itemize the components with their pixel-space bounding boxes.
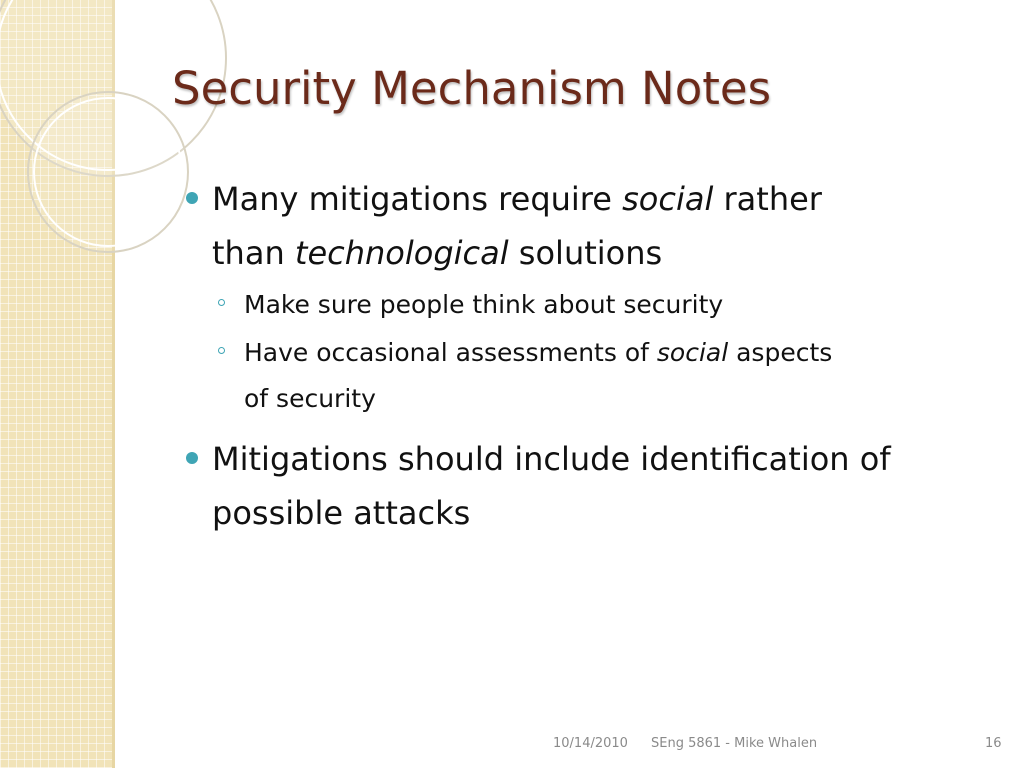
sub-bullet-ring-icon: [218, 299, 225, 306]
sub-bullet-1-2: [186, 330, 1006, 422]
sub-bullet-ring-icon: [218, 347, 225, 354]
bullet-1: [186, 172, 1006, 280]
decorative-circles: [0, 0, 200, 260]
slide-title: Security Mechanism Notes: [172, 62, 772, 115]
sub-bullet-1-2-text: Have occasional assessments of social aspects of security: [244, 338, 833, 413]
footer-course: SEng 5861 - Mike Whalen: [651, 736, 818, 751]
bullet-2: [186, 432, 1006, 540]
bullet-2-text: Mitigations should include identification of possible attacks: [212, 440, 891, 532]
sub-bullet-1-1: [186, 282, 1006, 328]
footer-date: 10/14/2010: [553, 736, 628, 751]
deco-circle-small: [28, 92, 188, 252]
bullet-1-text: Many mitigations require social rather than technological solutions: [212, 180, 822, 272]
sub-bullet-1-1-text: Make sure people think about security: [244, 290, 724, 319]
bullet-dot-icon: [186, 192, 198, 204]
bullet-dot-icon: [186, 452, 198, 464]
footer-page-number: 16: [985, 736, 1002, 751]
slide-body: [186, 172, 1006, 542]
